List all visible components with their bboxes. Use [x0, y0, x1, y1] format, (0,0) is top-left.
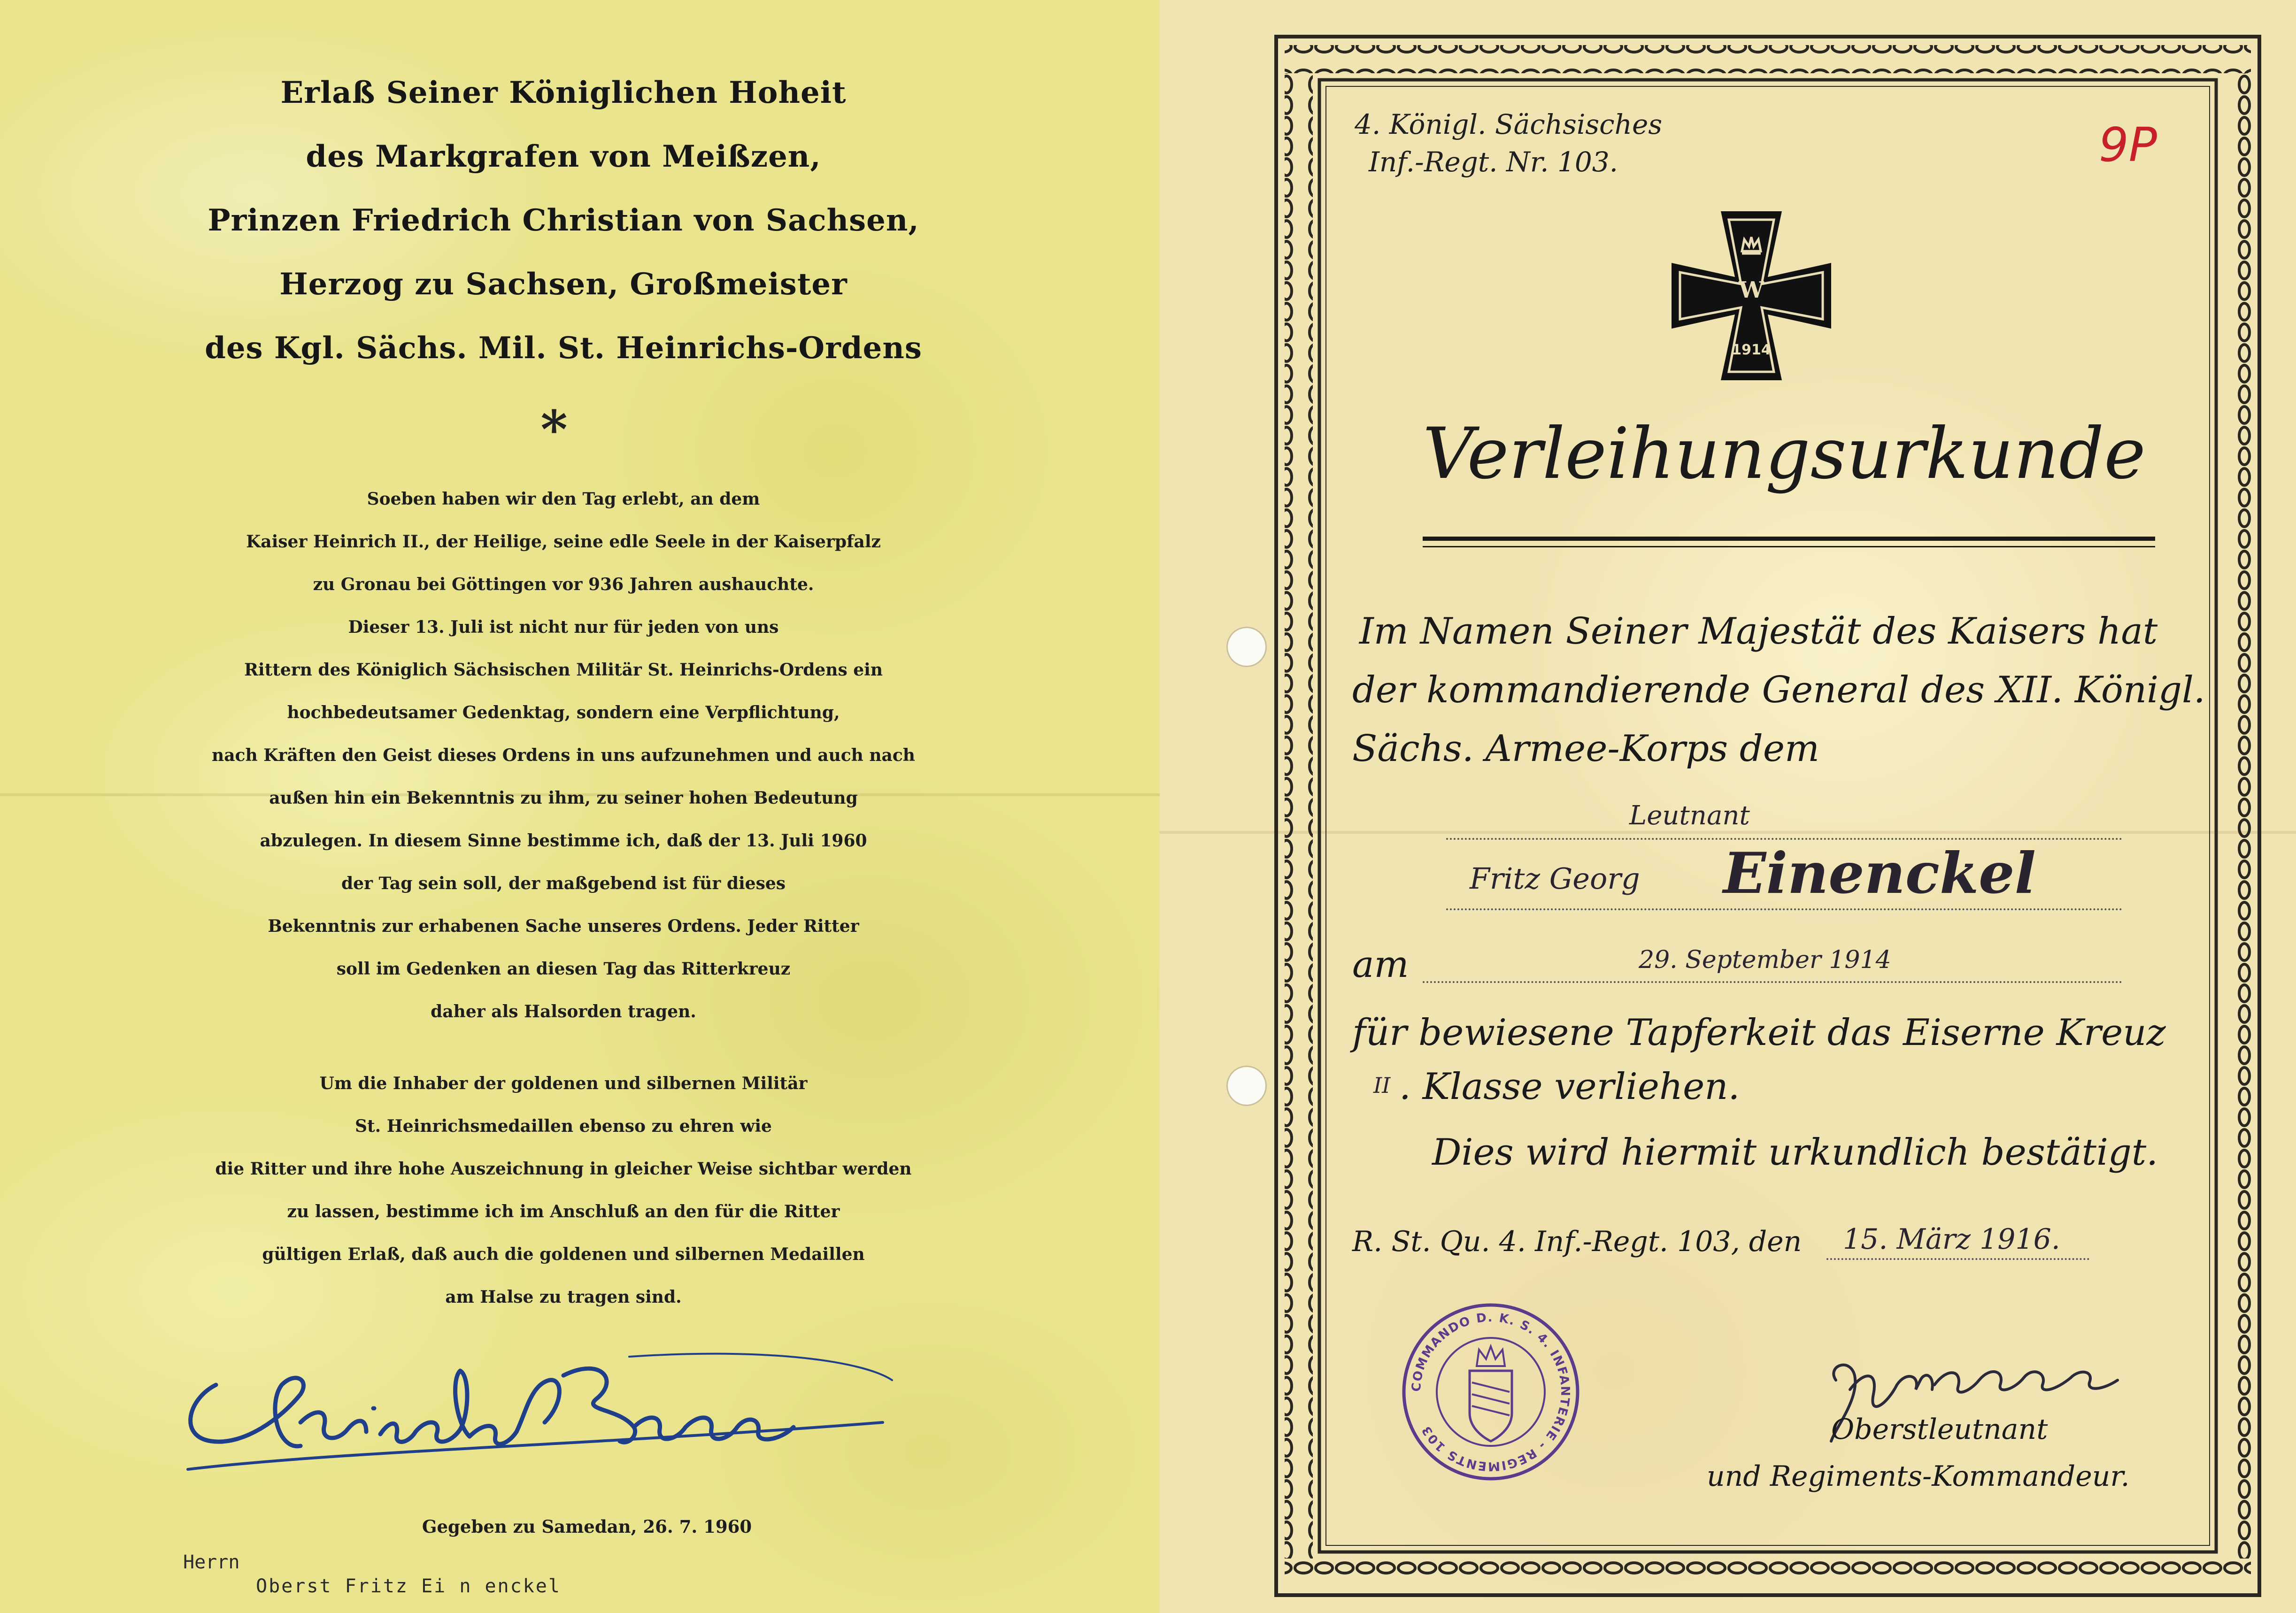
body-line: Bekenntnis zur erhabenen Sache unseres Ordens. Jeder Ritter — [268, 916, 859, 936]
body-line: Soeben haben wir den Tag erlebt, an dem — [367, 489, 760, 509]
rank-handwritten: Leutnant — [1629, 800, 1750, 831]
title-line: des Kgl. Sächs. Mil. St. Heinrichs-Ordens — [205, 330, 922, 366]
decree-body — [155, 478, 972, 1319]
body-line: der Tag sein soll, der maßgebend ist für dieses — [341, 874, 786, 893]
body-line: Um die Inhaber der goldenen und silbernen Militär — [319, 1074, 808, 1093]
body-line: Im Namen Seiner Majestät des Kaisers hat — [1359, 610, 2158, 653]
body-line: abzulegen. In diesem Sinne bestimme ich, daß der 13. Juli 1960 — [260, 831, 867, 851]
punch-hole — [1226, 627, 1267, 667]
regiment-heading — [1355, 106, 1662, 181]
dotted-line — [1446, 908, 2122, 910]
body-line: St. Heinrichsmedaillen ebenso zu ehren wie — [355, 1116, 772, 1136]
recipient-surname: Einenckel — [1723, 840, 2036, 906]
body-line: Kaiser Heinrich II., der Heilige, seine edle Seele in der Kaiserpfalz — [246, 532, 881, 552]
regiment-line: 4. Königl. Sächsisches — [1355, 108, 1663, 140]
dotted-line — [1423, 981, 2122, 983]
regiment-stamp — [1399, 1300, 1582, 1483]
place-date: 15. März 1916. — [1843, 1223, 2060, 1256]
award-date: 29. September 1914 — [1639, 946, 1891, 974]
recipient-first-names: Fritz Georg — [1470, 861, 1640, 896]
body-line: zu Gronau bei Göttingen vor 936 Jahren aushauchte. — [313, 575, 814, 594]
body-line: am Halse zu tragen sind. — [445, 1287, 682, 1307]
svg-text:COMMANDO D. K. S. 4. INFANTERI — [1410, 1311, 1572, 1474]
asterisk-ornament-icon: * — [540, 399, 568, 460]
body-line: daher als Halsorden tragen. — [431, 1002, 696, 1022]
body-line: die Ritter und ihre hohe Auszeichnung in gleicher Weise sichtbar werden — [215, 1159, 912, 1179]
am-label: am — [1352, 944, 1409, 986]
stamp-text: COMMANDO D. K. S. 4. INFANTERIE - REGIMENTS 103 — [1409, 1310, 1572, 1474]
class-numeral: II — [1373, 1073, 1391, 1098]
addressee-salutation: Herrn — [183, 1552, 240, 1573]
confirm-line: Dies wird hiermit urkundlich bestätigt. — [1432, 1131, 2158, 1174]
body-line: nach Kräften den Geist dieses Ordens in uns aufzunehmen und auch nach — [212, 745, 915, 765]
class-line: . Klasse verliehen. — [1399, 1066, 1740, 1108]
title-line: des Markgrafen von Meißzen, — [306, 139, 821, 174]
cross-letter: W — [1739, 277, 1764, 303]
title-line: Herzog zu Sachsen, Großmeister — [279, 267, 848, 302]
decree-title — [141, 61, 986, 380]
place-line: R. St. Qu. 4. Inf.-Regt. 103, den — [1352, 1225, 1802, 1258]
body-line: gültigen Erlaß, daß auch die goldenen und silbernen Medaillen — [262, 1244, 865, 1264]
addressee-name: Oberst Fritz Ei n enckel — [256, 1575, 561, 1597]
body-line: soll im Gedenken an diesen Tag das Ritterkreuz — [336, 959, 791, 979]
signer-title: Oberstleutnant — [1831, 1413, 2048, 1446]
title-line: Prinzen Friedrich Christian von Sachsen, — [208, 203, 919, 238]
title-rule — [1423, 546, 2155, 547]
certificate-title: Verleihungsurkunde — [1423, 413, 2146, 495]
body-line: zu lassen, bestimme ich im Anschluß an den für die Ritter — [287, 1202, 840, 1221]
body-line: Sächs. Armee-Korps dem — [1352, 728, 1819, 770]
body-line: der kommandierende General des XII. Königl. — [1352, 669, 2205, 711]
title-rule — [1423, 537, 2155, 541]
body-line: außen hin ein Bekenntnis zu ihm, zu seiner hohen Bedeutung — [269, 788, 858, 808]
reason-line: für bewiesene Tapferkeit das Eiserne Kreuz — [1352, 1012, 2166, 1054]
regiment-line: Inf.-Regt. Nr. 103. — [1369, 146, 1618, 178]
punch-hole — [1226, 1066, 1267, 1106]
handwritten-signature — [160, 1329, 934, 1493]
signer-title: und Regiments-Kommandeur. — [1707, 1460, 2130, 1493]
title-line: Erlaß Seiner Königlichen Hoheit — [280, 75, 847, 110]
red-pencil-mark: 9P — [2099, 117, 2157, 172]
given-at-line: Gegeben zu Samedan, 26. 7. 1960 — [422, 1516, 752, 1537]
body-line: hochbedeutsamer Gedenktag, sondern eine Verpflichtung, — [287, 703, 840, 722]
dotted-line — [1826, 1258, 2089, 1260]
body-line: Dieser 13. Juli ist nicht nur für jeden von uns — [348, 617, 779, 637]
dotted-line — [1446, 838, 2122, 840]
body-line: Rittern des Königlich Sächsischen Militär St. Heinrichs-Ordens ein — [244, 660, 883, 680]
certificate-sheet — [1160, 0, 2296, 1613]
cross-year: 1914 — [1732, 342, 1771, 358]
